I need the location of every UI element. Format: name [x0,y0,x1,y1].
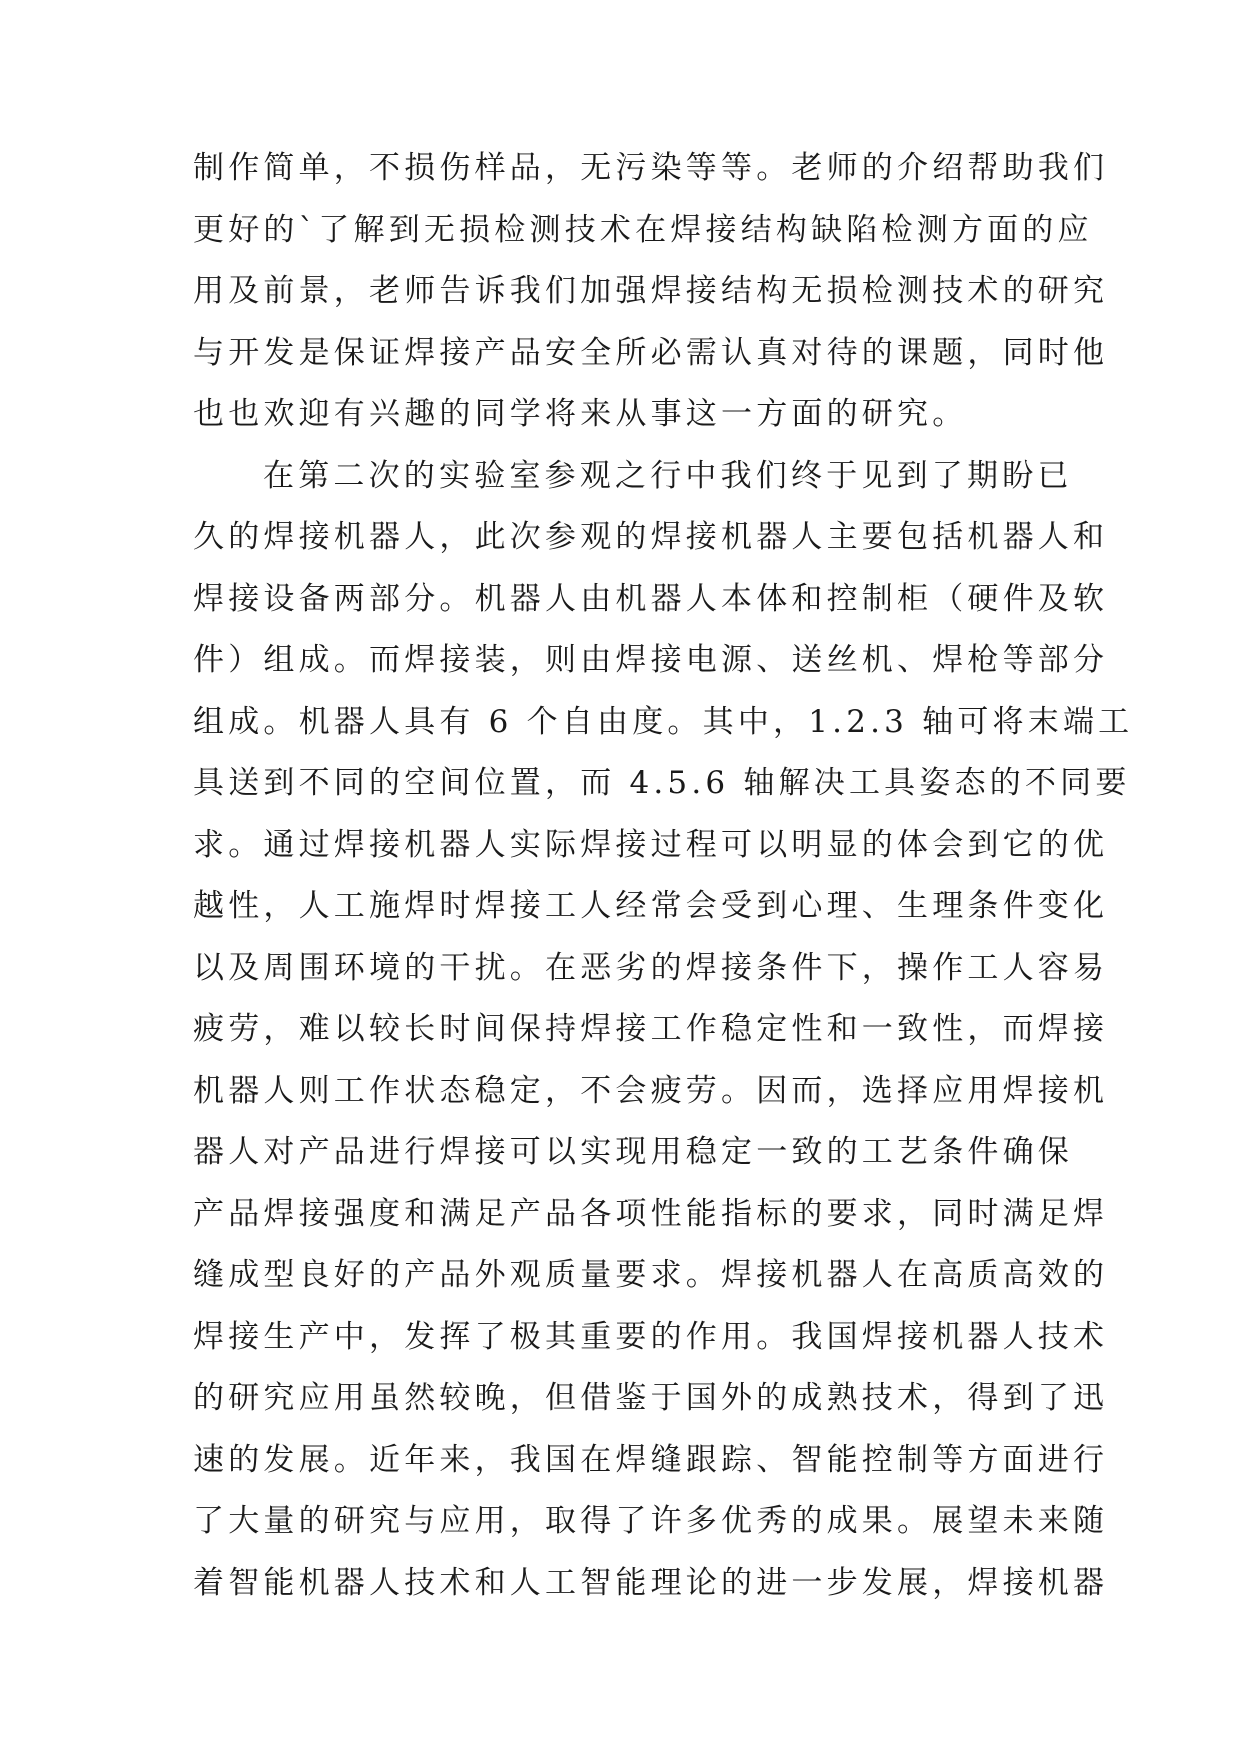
text-line: 疲劳，难以较长时间保持焊接工作稳定性和一致性，而焊接 [193,1011,1109,1047]
text-line: 速的发展。近年来，我国在焊缝跟踪、智能控制等方面进行 [193,1441,1109,1478]
text-line: 着智能机器人技术和人工智能理论的进一步发展，焊接机器 [193,1564,1109,1601]
text-line: 产品焊接强度和满足产品各项性能指标的要求，同时满足焊 [193,1195,1109,1232]
text-line: 焊接设备两部分。机器人由机器人本体和控制柜（硬件及软 [193,580,1109,617]
text-line: 机器人则工作状态稳定，不会疲劳。因而，选择应用焊接机 [193,1072,1109,1109]
text-line: 焊接生产中，发挥了极其重要的作用。我国焊接机器人技术 [193,1318,1109,1355]
text-line: 器人对产品进行焊接可以实现用稳定一致的工艺条件确保 [193,1134,1073,1170]
text-line: 在第二次的实验室参观之行中我们终于见到了期盼已 [263,457,1073,494]
text-line: 越性，人工施焊时焊接工人经常会受到心理、生理条件变化 [193,888,1109,924]
text-line: 以及周围环境的干扰。在恶劣的焊接条件下，操作工人容易 [193,949,1109,986]
text-line: 与开发是保证焊接产品安全所必需认真对待的课题，同时他 [193,334,1109,371]
text-line: 组成。机器人具有 6 个自由度。其中，1.2.3 轴可将末端工 [193,703,1134,740]
body-text [193,138,1134,1614]
text-line: 缝成型良好的产品外观质量要求。焊接机器人在高质高效的 [193,1257,1109,1293]
text-line: 更好的`了解到无损检测技术在焊接结构缺陷检测方面的应 [193,211,1093,248]
text-line: 制作简单，不损伤样品，无污染等等。老师的介绍帮助我们 [193,150,1109,186]
text-line: 了大量的研究与应用，取得了许多优秀的成果。展望未来随 [193,1503,1109,1539]
text-line: 用及前景，老师告诉我们加强焊接结构无损检测技术的研究 [193,273,1109,309]
text-line: 也也欢迎有兴趣的同学将来从事这一方面的研究。 [193,396,968,432]
text-line: 件）组成。而焊接装，则由焊接电源、送丝机、焊枪等部分 [193,642,1109,678]
text-line: 久的焊接机器人，此次参观的焊接机器人主要包括机器人和 [193,519,1109,555]
text-line: 具送到不同的空间位置，而 4.5.6 轴解决工具姿态的不同要 [193,765,1131,801]
text-line: 求。通过焊接机器人实际焊接过程可以明显的体会到它的优 [193,826,1109,863]
text-line: 的研究应用虽然较晚，但借鉴于国外的成熟技术，得到了迅 [193,1380,1109,1416]
